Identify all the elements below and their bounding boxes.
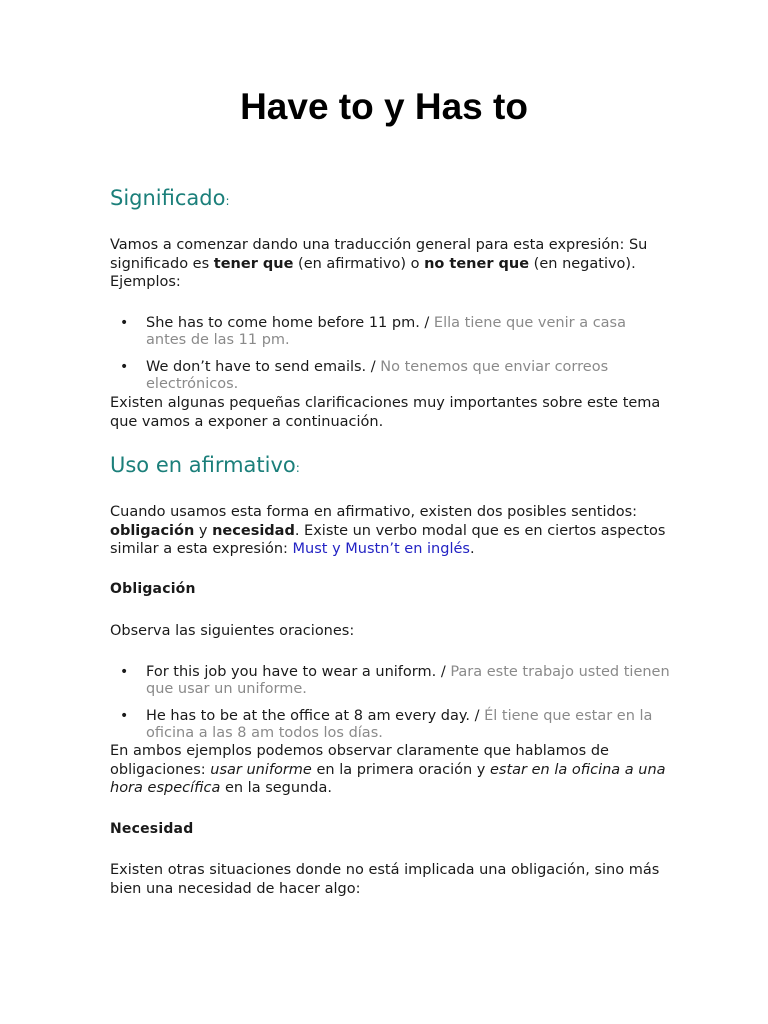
must-mustnt-link[interactable]: Must y Mustn’t en inglés	[292, 541, 470, 557]
example-translation: Ella tiene que venir a casa antes de las 11 pm.	[146, 315, 626, 348]
list-item	[110, 708, 670, 742]
heading-text: Significado	[110, 186, 226, 210]
text: y	[194, 522, 213, 539]
heading-text: Uso en afirmativo	[110, 453, 296, 477]
bold-text: obligación	[110, 522, 195, 539]
text: Cuando usamos esta forma en afirmativo, existen dos posibles sentidos:	[110, 504, 638, 520]
text: .	[469, 541, 475, 557]
page-title: Have to y Has to	[240, 86, 528, 127]
list-item	[110, 315, 670, 349]
example-english: She has to come home before 11 pm. /	[146, 315, 434, 331]
bullet-icon: •	[120, 664, 129, 680]
example-translation: No tenemos que enviar correos electrónicos.	[146, 359, 609, 392]
section-heading-significado	[110, 186, 230, 210]
text: . Existe un verbo modal que es en ciertos aspectos similar a esta expresión:	[110, 522, 666, 557]
subheading-obligacion: Obligación	[110, 581, 196, 597]
paragraph-uso-intro	[110, 503, 670, 559]
example-english: For this job you have to wear a uniform. /	[146, 664, 451, 680]
paragraph-significado-intro	[110, 236, 670, 292]
text: En ambos ejemplos podemos observar claramente que hablamos de obligaciones:	[110, 743, 609, 778]
example-translation: Él tiene que estar en la oficina a las 8 am todos los días.	[146, 708, 653, 741]
italic-text: usar uniforme	[210, 761, 312, 778]
examples-list-significado	[110, 315, 670, 403]
text: (en negativo). Ejemplos:	[110, 255, 636, 290]
text: en la segunda.	[220, 780, 332, 796]
list-item	[110, 664, 670, 698]
bold-text: tener que	[213, 255, 294, 272]
bullet-icon: •	[120, 708, 129, 724]
heading-colon: :	[225, 194, 230, 208]
example-english: We don’t have to send emails. /	[146, 359, 381, 375]
bullet-icon: •	[120, 315, 129, 331]
example-translation: Para este trabajo usted tienen que usar un uniforme.	[146, 664, 670, 697]
examples-list-obligacion	[110, 664, 670, 752]
text: Vamos a comenzar dando una traducción general para esta expresión: Su significado es	[110, 237, 648, 272]
text: en la primera oración y	[311, 761, 490, 778]
subheading-necesidad: Necesidad	[110, 821, 194, 837]
section-heading-uso-afirmativo	[110, 453, 300, 477]
heading-colon: :	[295, 461, 300, 475]
bold-text: no tener que	[424, 255, 530, 272]
paragraph-necesidad-lead: Existen otras situaciones donde no está implicada una obligación, sino más bien una necesidad de hacer algo:	[110, 862, 660, 897]
bullet-icon: •	[120, 359, 129, 375]
paragraph-obligacion-outro	[110, 742, 670, 798]
bold-text: necesidad	[212, 522, 295, 539]
text: (en afirmativo) o	[293, 255, 425, 272]
example-english: He has to be at the office at 8 am every day. /	[146, 708, 485, 724]
list-item	[110, 359, 670, 393]
paragraph-significado-outro: Existen algunas pequeñas clarificaciones muy importantes sobre este tema que vamos a exponer a continuación.	[110, 395, 661, 430]
paragraph-obligacion-lead: Observa las siguientes oraciones:	[110, 623, 355, 639]
italic-text: estar en la oficina a una hora específica	[110, 761, 666, 796]
